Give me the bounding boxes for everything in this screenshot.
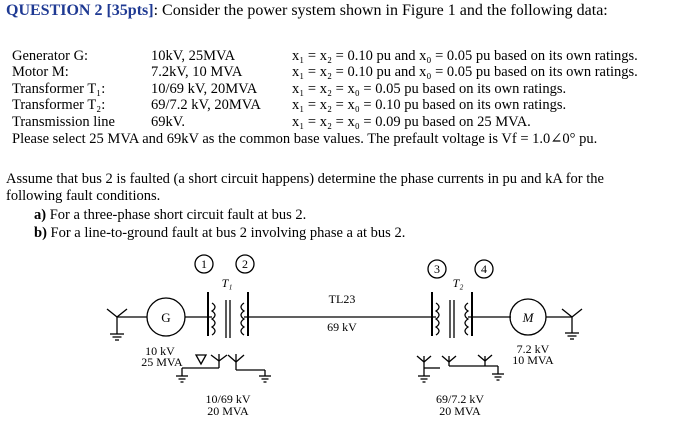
spec-rating: 10kV, 25MVA <box>151 48 236 64</box>
motor-symbol: M <box>522 310 534 325</box>
spec-data: x₁ = x₂ = x₀ = 0.10 pu based on its own ratings. <box>292 97 567 113</box>
part-letter: a) <box>34 207 47 223</box>
t2-label: T₂ <box>452 276 464 290</box>
base-note: Please select 25 MVA and 69kV as the common base values. The prefault voltage is Vf = 1.0∠0° pu. <box>12 131 598 147</box>
t1-mva: 20 MVA <box>207 404 249 418</box>
spec-name: Generator G: <box>12 48 89 64</box>
bus-4-number: 4 <box>481 262 487 276</box>
generator-symbol: G <box>161 310 171 325</box>
spec-rating: 69kV. <box>151 114 185 130</box>
t2-mva: 20 MVA <box>439 404 481 418</box>
t2-rating: 69/7.2 kV <box>436 392 484 406</box>
assume-text-2: following fault conditions. <box>6 188 161 204</box>
question-label: QUESTION 2 [35pts] <box>6 2 154 19</box>
question-intro: : Consider the power system shown in Figure 1 and the following data: <box>153 2 608 19</box>
line-label: TL23 <box>328 292 356 306</box>
part-text: For a three-phase short circuit fault at bus 2. <box>49 207 307 223</box>
spec-name: Transmission line <box>12 114 115 130</box>
motor-kv: 7.2 kV <box>516 342 550 356</box>
spec-data: x₁ = x₂ = x₀ = 0.05 pu based on its own ratings. <box>292 81 567 97</box>
motor-mva: 10 MVA <box>512 353 554 367</box>
spec-rating: 69/7.2 kV, 20MVA <box>151 97 261 113</box>
bus-1-number: 1 <box>201 257 207 271</box>
spec-data: x₁ = x₂ = 0.10 pu and x₀ = 0.05 pu based on its own ratings. <box>292 64 638 80</box>
bus-2-number: 2 <box>242 257 248 271</box>
spec-name: Motor M: <box>12 64 69 80</box>
spec-data: x₁ = x₂ = 0.10 pu and x₀ = 0.05 pu based on its own ratings. <box>292 48 638 64</box>
t1-delta-icon <box>196 355 206 364</box>
spec-name: Transformer T₂: <box>12 97 106 113</box>
spec-name: Transformer T₁: <box>12 81 106 97</box>
t1-rating: 10/69 kV <box>205 392 251 406</box>
part-letter: b) <box>34 225 47 241</box>
gen-kv: 10 kV <box>145 344 175 358</box>
spec-rating: 10/69 kV, 20MVA <box>151 81 258 97</box>
assume-text: Assume that bus 2 is faulted (a short circuit happens) determine the phase currents in pu and kA for the <box>6 171 604 187</box>
part-text: For a line-to-ground fault at bus 2 involving phase a at bus 2. <box>50 225 406 241</box>
gen-mva: 25 MVA <box>141 355 183 369</box>
spec-data: x₁ = x₂ = x₀ = 0.09 pu based on 25 MVA. <box>292 114 531 130</box>
spec-rating: 7.2kV, 10 MVA <box>151 64 243 80</box>
t1-label: T₁ <box>221 276 233 290</box>
bus-3-number: 3 <box>434 262 440 276</box>
line-voltage: 69 kV <box>327 320 357 334</box>
